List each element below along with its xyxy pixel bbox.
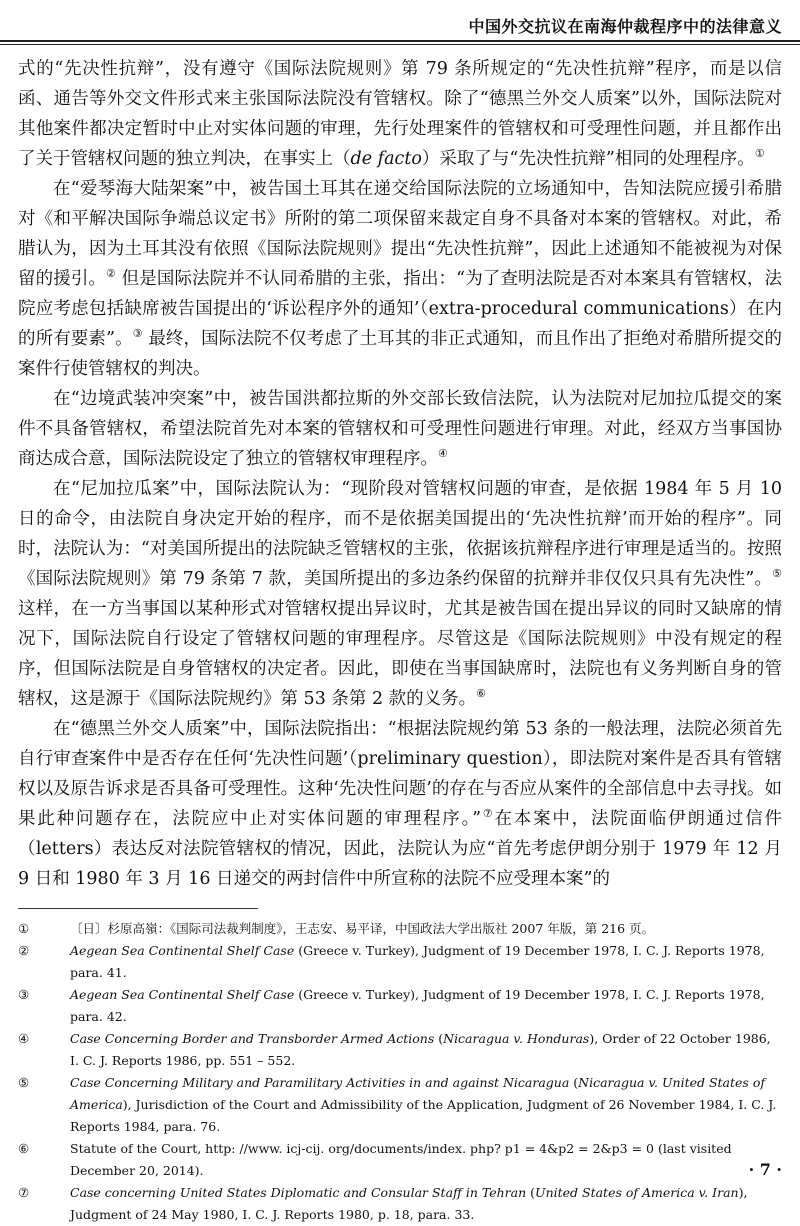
footnote-ref[interactable]: ③ (132, 327, 143, 341)
footnote-6: ⑥ Statute of the Court, http: //www. icj-cij. org/documents/index. php? p1 = 4&p2 = 2&p3 = 0 (last visited December 20, 2014). (18, 1138, 782, 1182)
footnote-ref[interactable]: ④ (438, 447, 448, 461)
body-text (18, 54, 782, 894)
latin-phrase: de facto (350, 149, 422, 169)
header-rule-thin (0, 44, 800, 45)
page-number: · 7 · (748, 1160, 782, 1179)
footnote-ref[interactable]: ⑤ (772, 567, 782, 581)
case-name: Case Concerning Border and Transborder Armed Actions (70, 1031, 435, 1046)
footnote-number: ⑦ (18, 1185, 30, 1200)
footnote-2: ② Aegean Sea Continental Shelf Case (Greece v. Turkey), Judgment of 19 December 1978, I. C. J. Reports 1978, para. 41. (18, 940, 782, 984)
case-name: Aegean Sea Continental Shelf Case (70, 943, 295, 958)
header-rule (0, 40, 800, 42)
footnote-number: ⑥ (18, 1141, 30, 1156)
footnote-ref[interactable]: ① (754, 147, 765, 161)
case-name: Aegean Sea Continental Shelf Case (70, 987, 295, 1002)
footnote-number: ② (18, 943, 30, 958)
footnote-number: ① (18, 921, 30, 936)
paragraph-2: 在“爱琴海大陆架案”中，被告国土耳其在递交给国际法院的立场通知中，告知法院应援引希腊对《和平解决国际争端总议定书》所附的第二项保留来裁定自身不具备对本案的管辖权。对此，希腊认为，因为土耳其没有依照《国际法院规则》提出“先决性抗辩”，因此上述通知不能被视为对保留的援引。② 但是国际法院并不认同希腊的主张，指出：“为了查明法院是否对本案具有管辖权，法院应考虑包括缺席被告国提出的‘诉讼程序外的通知’（extra-procedural communications）在内的所有要素”。③ 最终，国际法院不仅考虑了土耳其的非正式通知，而且作出了拒绝对希腊所提交的案件行使管辖权的判决。 (18, 179, 782, 379)
parties: United States of America v. Iran (535, 1185, 739, 1200)
footnote-5: ⑤ Case Concerning Military and Paramilitary Activities in and against Nicaragua (Nicaragua v. United States of America), Jurisdiction of the Court and Admissibility of the Application, Judgment of 26 November 1984, I. C. J. Reports 1984, para. 76. (18, 1072, 782, 1138)
running-header-title: 中国外交抗议在南海仲裁程序中的法律意义 (468, 17, 782, 36)
footnote-number: ⑤ (18, 1075, 30, 1090)
footnote-4: ④ Case Concerning Border and Transborder Armed Actions (Nicaragua v. Honduras), Order of 22 October 1986, I. C. J. Reports 1986, pp. 551 – 552. (18, 1028, 782, 1072)
footnote-number: ④ (18, 1031, 30, 1046)
footnote-ref[interactable]: ⑦ (481, 807, 495, 821)
footnotes (18, 918, 782, 1226)
footnote-7: ⑦ Case concerning United States Diplomatic and Consular Staff in Tehran (United States of America v. Iran), Judgment of 24 May 1980, I. C. J. Reports 1980, p. 18, para. 33. (18, 1182, 782, 1226)
footnote-ref[interactable]: ⑥ (476, 687, 487, 701)
paragraph-3: 在“边境武装冲突案”中，被告国洪都拉斯的外交部长致信法院，认为法院对尼加拉瓜提交的案件不具备管辖权，希望法院首先对本案的管辖权和可受理性问题进行审理。对此，经双方当事国协商达成合意，国际法院设定了独立的管辖权审理程序。④ (18, 389, 782, 469)
case-name: Case Concerning Military and Paramilitary Activities in and against Nicaragua (70, 1075, 570, 1090)
footnote-ref[interactable]: ② (106, 267, 116, 281)
footnote-number: ③ (18, 987, 30, 1002)
parties: Nicaragua v. United States of America (70, 1075, 765, 1112)
parties: Nicaragua v. Honduras (443, 1031, 590, 1046)
running-header (0, 0, 800, 44)
paragraph-4: 在“尼加拉瓜案”中，国际法院认为：“现阶段对管辖权问题的审查，是依据 1984 年 5 月 10 日的命令，由法院自身决定开始的程序，而不是依据美国提出的‘先决性抗辩’而开始的程序”。同时，法院认为：“对美国所提出的法院缺乏管辖权的主张，依据该抗辩程序进行审理是适当的。按照《国际法院规则》第 79 条第 7 款，美国所提出的多边条约保留的抗辩并非仅仅只具有先决性”。⑤ 这样，在一方当事国以某种形式对管辖权提出异议时，尤其是被告国在提出异议的同时又缺席的情况下，国际法院自行设定了管辖权问题的审理程序。尽管这是《国际法院规则》中没有规定的程序，但国际法院是自身管辖权的决定者。因此，即使在当事国缺席时，法院也有义务判断自身的管辖权，这是源于《国际法院规约》第 53 条第 2 款的义务。⑥ (18, 479, 782, 709)
footnote-3: ③ Aegean Sea Continental Shelf Case (Greece v. Turkey), Judgment of 19 December 1978, I. C. J. Reports 1978, para. 42. (18, 984, 782, 1028)
footnote-1: ① 〔日〕杉原高嶺：《国际司法裁判制度》，王志安、易平译，中国政法大学出版社 2007 年版，第 216 页。 (18, 918, 782, 940)
paragraph-5: 在“德黑兰外交人质案”中，国际法院指出：“根据法院规约第 53 条的一般法理，法院必须首先自行审查案件中是否存在任何‘先决性问题’（preliminary question），即法院对案件是否具有管辖权以及原告诉求是否具备可受理性。这种‘先决性问题’的存在与否应从案件的全部信息中去寻找。如果此种问题存在，法院应中止对实体问题的审理程序。”⑦在本案中，法院面临伊朗通过信件（letters）表达反对法院管辖权的情况，因此，法院认为应“首先考虑伊朗分别于 1979 年 12 月 9 日和 1980 年 3 月 16 日递交的两封信件中所宣称的法院不应受理本案”的 (18, 719, 782, 889)
case-name: Case concerning United States Diplomatic and Consular Staff in Tehran (70, 1185, 527, 1200)
footnote-separator (18, 908, 258, 909)
paragraph-1: 式的“先决性抗辩”，没有遵守《国际法院规则》第 79 条所规定的“先决性抗辩”程序，而是以信函、通告等外交文件形式来主张国际法院没有管辖权。除了“德黑兰外交人质案”以外，国际法院对其他案件都决定暂时中止对实体问题的审理，先行处理案件的管辖权和可受理性问题，并且都作出了关于管辖权问题的独立判决，在事实上（de facto）采取了与“先决性抗辩”相同的处理程序。① (18, 59, 782, 169)
